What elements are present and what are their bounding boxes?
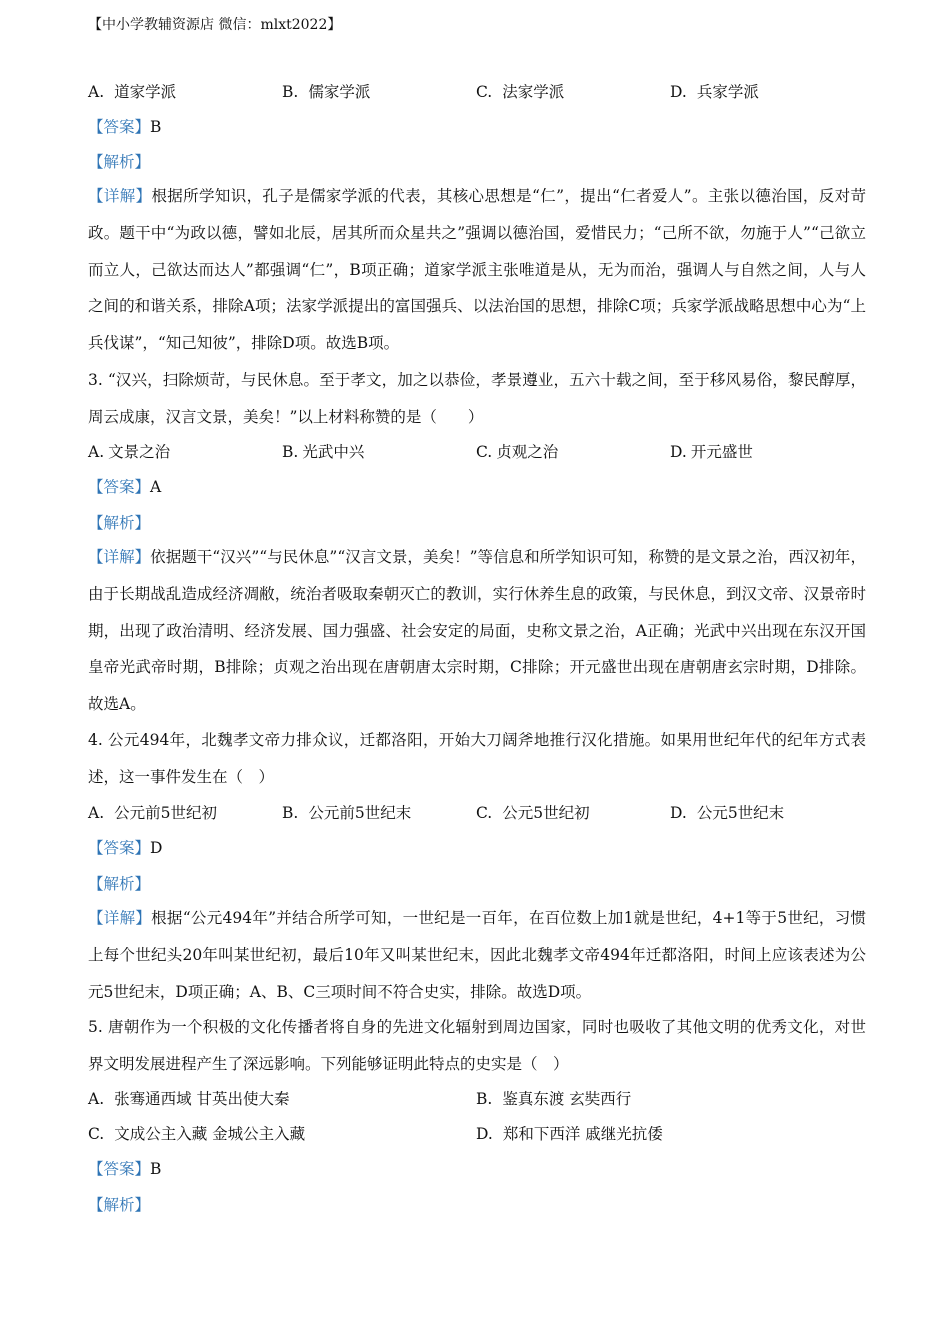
q4-option-c: [476, 803, 590, 823]
q2-option-b: [282, 82, 370, 102]
q4-option-a: [88, 803, 217, 823]
option-text: 儒家学派: [308, 83, 371, 101]
q3-option-d: [670, 442, 753, 462]
q2-analysis-tag: 【解析】: [88, 153, 151, 171]
q2-option-a: [88, 82, 176, 102]
answer-tag: 【答案】: [88, 839, 151, 857]
option-text: 兵家学派: [696, 83, 759, 101]
answer-tag: 【答案】: [88, 478, 151, 496]
answer-value: A: [150, 478, 162, 496]
q4-detail: [88, 900, 866, 1010]
option-label: A.: [88, 804, 105, 822]
answer-value: B: [150, 1160, 162, 1178]
option-text: 贞观之治: [496, 443, 559, 461]
option-text: 郑和下西洋 戚继光抗倭: [502, 1125, 663, 1143]
option-label: C.: [88, 1125, 105, 1143]
q2-option-c: [476, 82, 564, 102]
answer-tag: 【答案】: [88, 118, 151, 136]
q4-analysis-tag: 【解析】: [88, 875, 151, 893]
detail-text: 依据题干“汉兴”“与民休息”“汉言文景，美矣！”等信息和所学知识可知，称赞的是文景之治，西汉初年，由于长期战乱造成经济凋敝，统治者吸取秦朝灭亡的教训，实行休养生息的政策，与民休息，到汉文帝、汉景帝时期，出现了政治清明、经济发展、国力强盛、社会安定的局面，史称文景之治，A正确；光武中兴出现在东汉开国皇帝光武帝时期，B排除；贞观之治出现在唐朝唐太宗时期，C排除；开元盛世出现在唐朝唐玄宗时期，D排除。故选A。: [88, 548, 866, 714]
detail-text: 根据所学知识，孔子是儒家学派的代表，其核心思想是“仁”，提出“仁者爱人”。主张以德治国，反对苛政。题干中“为政以德，譬如北辰，居其所而众星共之”强调以德治国，爱惜民力；“己所不欲，勿施于人”“己欲立而立人，己欲达而达人”都强调“仁”，B项正确；道家学派主张唯道是从，无为而治，强调人与自然之间，人与人之间的和谐关系，排除A项；法家学派提出的富国强兵、以法治国的思想，排除C项；兵家学派战略思想中心为“上兵伐谋”，“知己知彼”，排除D项。故选B项。: [88, 187, 866, 353]
q5-option-c: [88, 1124, 305, 1144]
q3-option-a: [88, 442, 170, 462]
q5-option-d: [476, 1124, 663, 1144]
q2-answer: [88, 117, 161, 137]
option-label: C.: [476, 83, 493, 101]
option-text: 光武中兴: [302, 443, 365, 461]
option-text: 道家学派: [114, 83, 177, 101]
option-text: 公元前5世纪初: [114, 804, 217, 822]
option-label: B.: [476, 1090, 493, 1108]
q3-option-c: [476, 442, 558, 462]
q3-answer: [88, 477, 161, 497]
q5-option-a: [88, 1089, 290, 1109]
answer-value: B: [150, 118, 162, 136]
page-header: 【中小学教辅资源店 微信：mlxt2022】: [88, 17, 342, 33]
answer-tag: 【答案】: [88, 1160, 151, 1178]
option-text: 公元5世纪末: [696, 804, 785, 822]
q3-detail: [88, 539, 866, 723]
option-label: A.: [88, 1090, 105, 1108]
q3-question: 3. “汉兴，扫除烦苛，与民休息。至于孝文，加之以恭俭，孝景遵业，五六十载之间，至于移风易俗，黎民醇厚，周云成康，汉言文景，美矣！”以上材料称赞的是（ ）: [88, 371, 866, 426]
option-text: 公元前5世纪末: [308, 804, 412, 822]
q5-option-b: [476, 1089, 631, 1109]
detail-tag: 【详解】: [88, 187, 152, 205]
option-text: 张骞通西域 甘英出使大秦: [114, 1090, 290, 1108]
option-label: D.: [476, 1125, 493, 1143]
option-text: 鉴真东渡 玄奘西行: [502, 1090, 632, 1108]
option-text: 开元盛世: [690, 443, 753, 461]
option-label: A.: [88, 83, 105, 101]
option-text: 公元5世纪初: [502, 804, 590, 822]
q5-analysis-tag: 【解析】: [88, 1196, 151, 1214]
q4-option-b: [282, 803, 411, 823]
q4-answer: [88, 838, 162, 858]
option-label: D.: [670, 804, 687, 822]
q4-option-d: [670, 803, 784, 823]
q5-answer: [88, 1159, 161, 1179]
option-label: D.: [670, 83, 687, 101]
option-label: C.: [476, 804, 493, 822]
detail-tag: 【详解】: [88, 909, 152, 927]
option-label: D.: [670, 443, 687, 461]
option-label: A.: [88, 443, 105, 461]
detail-text: 根据“公元494年”并结合所学可知，一世纪是一百年，在百位数上加1就是世纪，4+1等于5世纪，习惯上每个世纪头20年叫某世纪初，最后10年又叫某世纪末，因此北魏孝文帝494年迁都洛阳，时间上应该表述为公元5世纪末，D项正确；A、B、C三项时间不符合史实，排除。故选D项。: [88, 909, 866, 1001]
q3-option-b: [282, 442, 364, 462]
option-label: B.: [282, 804, 299, 822]
detail-tag: 【详解】: [88, 548, 151, 566]
option-text: 法家学派: [502, 83, 565, 101]
option-label: C.: [476, 443, 493, 461]
answer-value: D: [150, 839, 163, 857]
q2-detail: [88, 178, 866, 362]
q2-option-d: [670, 82, 759, 102]
q3-analysis-tag: 【解析】: [88, 514, 151, 532]
option-text: 文成公主入藏 金城公主入藏: [114, 1125, 306, 1143]
q4-question: 4. 公元494年，北魏孝文帝力排众议，迁都洛阳，开始大刀阔斧地推行汉化措施。如果用世纪年代的纪年方式表述，这一事件发生在（ ）: [88, 731, 866, 786]
option-text: 文景之治: [108, 443, 171, 461]
option-label: B.: [282, 443, 299, 461]
option-label: B.: [282, 83, 299, 101]
q5-question: 5. 唐朝作为一个积极的文化传播者将自身的先进文化辐射到周边国家，同时也吸收了其他文明的优秀文化，对世界文明发展进程产生了深远影响。下列能够证明此特点的史实是（ ）: [88, 1018, 866, 1073]
